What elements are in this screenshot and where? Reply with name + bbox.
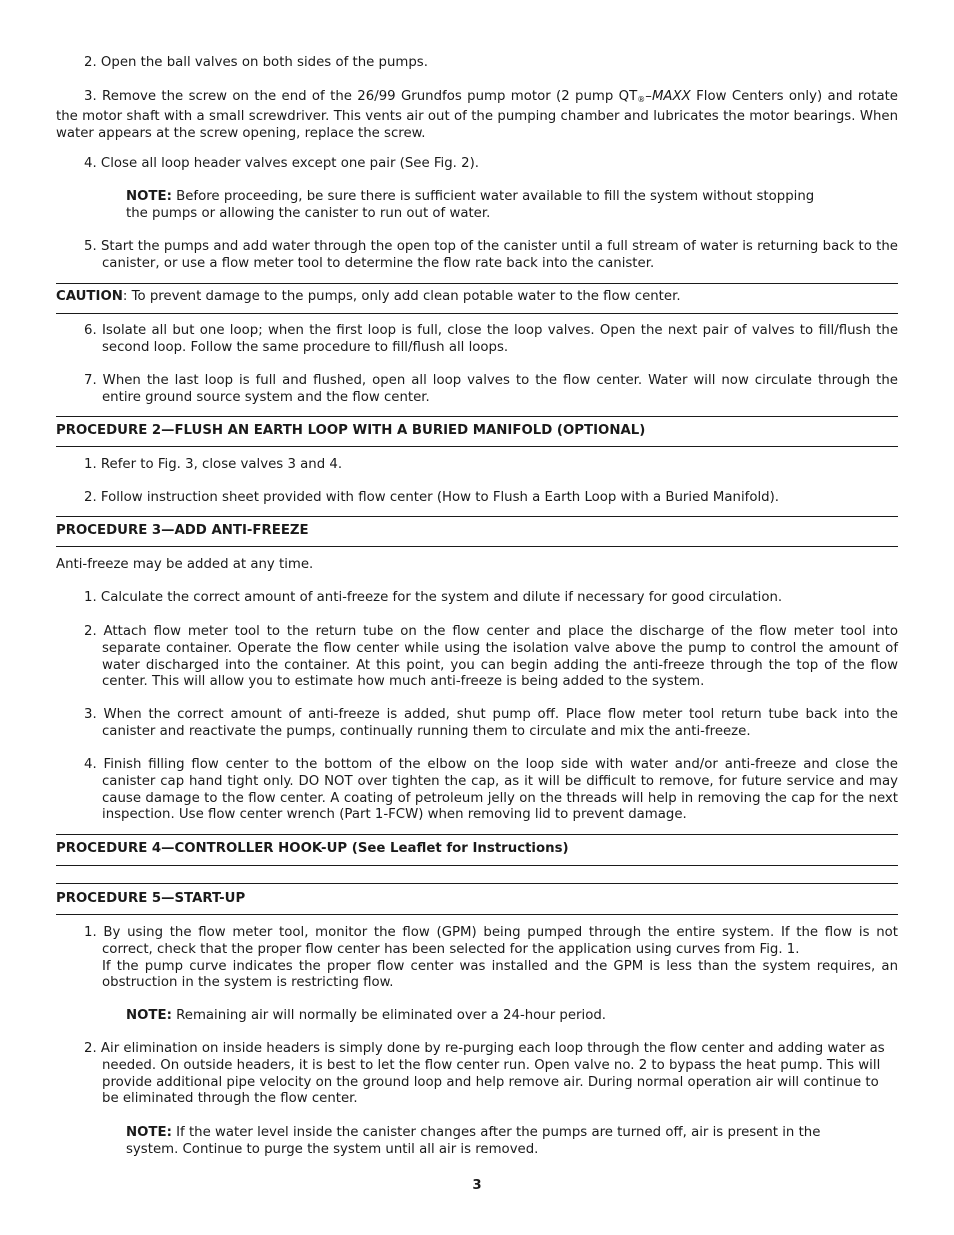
note-label: NOTE: [126,189,172,204]
step-open-ball-valves: 2. Open the ball valves on both sides of the pumps. [84,55,428,70]
divider [56,516,898,517]
note-label: NOTE: [126,1008,172,1023]
procedure-5-heading: PROCEDURE 5—START-UP [56,891,246,906]
step-start-pumps: 5. Start the pumps and add water through the open top of the canister until a full stream of water is returning back to the canister, or use a flow meter tool to determine the flow rate back into the canister. [84,239,898,271]
divider [56,283,898,284]
note-sufficient-water: NOTE: Before proceeding, be sure there is sufficient water available to fill the system without stopping the pumps or allowing the canister to run out of water. [126,189,815,221]
caution-label: CAUTION [56,289,123,304]
proc5-step-1: 1. By using the flow meter tool, monitor the flow (GPM) being pumped through the entire system. If the flow is not correct, check that the proper flow center has been selected for the application using curves from Fig. 1. If the pump curve indicates the proper flow center was installed and the GPM is less than the system requires, an obstruction in the system is restricting flow. [84,925,898,991]
proc2-step-2: 2. Follow instruction sheet provided with flow center (How to Flush a Earth Loop with a Buried Manifold). [84,490,780,505]
registered-mark: ® [637,95,646,104]
divider [56,446,898,447]
divider [56,546,898,547]
note-remaining-air: NOTE: Remaining air will normally be eliminated over a 24-hour period. [126,1008,607,1023]
note-label: NOTE: [126,1125,172,1140]
divider [56,416,898,417]
divider [56,313,898,314]
maxx-label: MAXX [651,89,691,104]
proc3-step-3: 3. When the correct amount of anti-freeze is added, shut pump off. Place flow meter tool return tube back into the canister and reactivate the pumps, continually running them to circulate and mix the anti-freeze. [84,707,898,739]
proc5-step-2: 2. Air elimination on inside headers is simply done by re-purging each loop through the flow center and adding water as needed. On outside headers, it is best to let the flow center run. Open valve no. 2 to bypass the heat pump. This will provide additional pipe velocity on the ground loop and help remove air. During normal operation air will continue to be eliminated through the flow center. [84,1041,885,1107]
procedure-3-heading: PROCEDURE 3—ADD ANTI-FREEZE [56,523,309,538]
divider [56,834,898,835]
divider [56,883,898,884]
proc2-step-1: 1. Refer to Fig. 3, close valves 3 and 4. [84,457,343,472]
proc3-intro: Anti-freeze may be added at any time. [56,557,314,572]
divider [56,914,898,915]
divider [56,865,898,866]
proc3-step-1: 1. Calculate the correct amount of anti-freeze for the system and dilute if necessary for good circulation. [84,590,783,605]
step-remove-screw: 3. Remove the screw on the end of the 26/99 Grundfos pump motor (2 pump $QT_®$–MAXX Flow Centers only) and rotate the motor shaft with a small screwdriver. This vents air out of the pumping chamber and lubricates the motor bearings. When water appears at the screw opening, replace the screw. [56,89,898,141]
step-isolate-loops: 6. Isolate all but one loop; when the first loop is full, close the loop valves. Open the next pair of valves to fill/flush the second loop. Follow the same procedure to fill/flush all loops. [84,323,898,355]
proc3-step-2: 2. Attach flow meter tool to the return tube on the flow center and place the discharge of the flow meter tool into separate container. Operate the flow center while using the isolation valve above the pump to control the amount of water discharged into the container. At this point, you can begin adding the anti-freeze through the top of the flow center. This will allow you to estimate how much anti-freeze is being added to the system. [84,624,898,690]
step-open-all-loop-valves: 7. When the last loop is full and flushed, open all loop valves to the flow center. Water will now circulate through the entire ground source system and the flow center. [84,373,898,405]
caution-line: CAUTION: To prevent damage to the pumps, only add clean potable water to the flow center. [56,289,681,304]
step-close-loop-header-valves: 4. Close all loop header valves except one pair (See Fig. 2). [84,156,480,171]
proc3-step-4: 4. Finish filling flow center to the bottom of the elbow on the loop side with water and/or anti-freeze and close the canister cap hand tight only. DO NOT over tighten the cap, as it will be difficult to remove, for future service and may cause damage to the flow center. A coating of petroleum jelly on the threads will help in removing the cap for the next inspection. Use flow center wrench (Part 1-FCW) when removing lid to prevent damage. [84,757,898,823]
procedure-4-heading: PROCEDURE 4—CONTROLLER HOOK-UP (See Leaflet for Instructions) [56,841,569,856]
page-number: 3 [472,1178,482,1194]
note-water-level: NOTE: If the water level inside the canister changes after the pumps are turned off, air is present in the system. Continue to purge the system until all air is removed. [126,1125,821,1157]
procedure-2-heading: PROCEDURE 2—FLUSH AN EARTH LOOP WITH A BURIED MANIFOLD (OPTIONAL) [56,423,646,438]
